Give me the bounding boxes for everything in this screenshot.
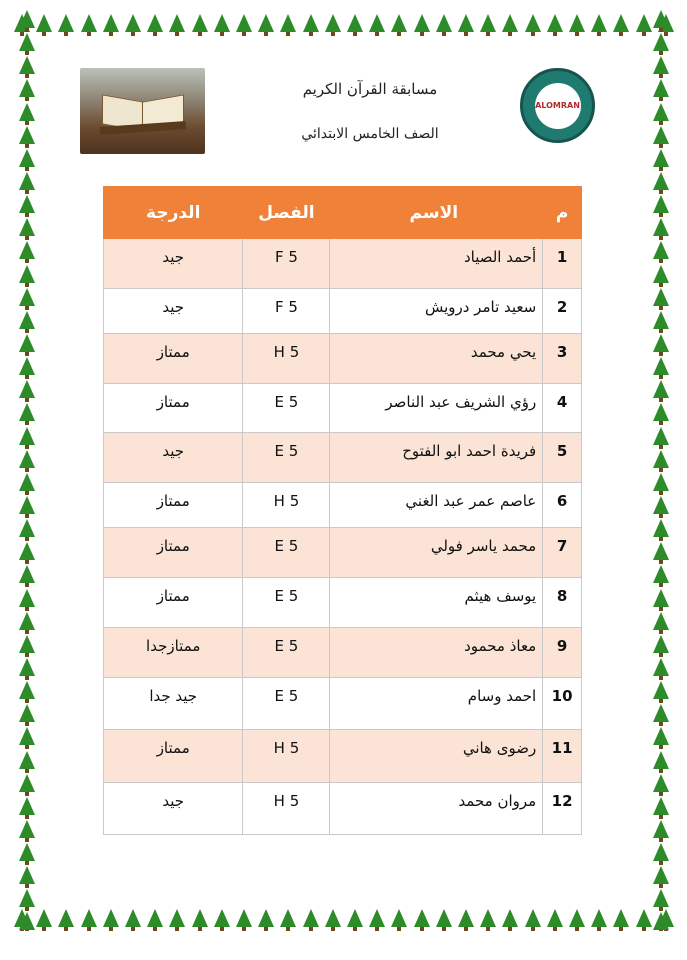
tree-icon — [19, 612, 35, 630]
page-header — [80, 68, 595, 158]
tree-icon — [436, 14, 452, 32]
student-name: رؤي الشريف عبد الناصر — [330, 384, 543, 433]
school-logo — [520, 68, 595, 143]
tree-icon — [169, 909, 185, 927]
student-name: عاصم عمر عبد الغني — [330, 483, 543, 528]
tree-icon — [147, 909, 163, 927]
tree-icon — [347, 14, 363, 32]
student-name: سعيد تامر درويش — [330, 289, 543, 334]
tree-icon — [19, 195, 35, 213]
tree-icon — [569, 909, 585, 927]
tree-icon — [525, 14, 541, 32]
tree-icon — [480, 14, 496, 32]
table-row — [104, 433, 582, 483]
tree-icon — [19, 403, 35, 421]
tree-icon — [325, 909, 341, 927]
header-num: م — [543, 187, 582, 239]
tree-icon — [653, 635, 669, 653]
tree-icon — [19, 33, 35, 51]
student-name: يوسف هيثم — [330, 578, 543, 628]
class-cell: 5 E — [243, 678, 330, 730]
class-cell: 5 E — [243, 433, 330, 483]
tree-icon — [19, 10, 35, 28]
table-row — [104, 783, 582, 835]
student-name: معاذ محمود — [330, 628, 543, 678]
row-number: 6 — [543, 483, 582, 528]
tree-icon — [19, 496, 35, 514]
tree-icon — [19, 103, 35, 121]
tree-icon — [458, 14, 474, 32]
tree-icon — [19, 681, 35, 699]
header-name: الاسم — [330, 187, 543, 239]
class-cell: 5 E — [243, 528, 330, 578]
grade-cell: ممتاز — [104, 578, 243, 628]
tree-icon — [653, 751, 669, 769]
tree-icon — [502, 909, 518, 927]
quran-photo — [80, 68, 205, 154]
header-grade: الدرجة — [104, 187, 243, 239]
tree-icon — [653, 149, 669, 167]
tree-icon — [214, 909, 230, 927]
table-row — [104, 483, 582, 528]
tree-icon — [19, 774, 35, 792]
tree-icon — [19, 149, 35, 167]
student-name: فريدة احمد ابو الفتوح — [330, 433, 543, 483]
tree-icon — [653, 103, 669, 121]
class-cell: 5 F — [243, 239, 330, 289]
row-number: 7 — [543, 528, 582, 578]
tree-icon — [653, 519, 669, 537]
tree-icon — [214, 14, 230, 32]
row-number: 1 — [543, 239, 582, 289]
tree-icon — [19, 218, 35, 236]
tree-icon — [19, 727, 35, 745]
tree-icon — [547, 14, 563, 32]
tree-icon — [236, 909, 252, 927]
tree-icon — [19, 843, 35, 861]
tree-icon — [525, 909, 541, 927]
class-cell: 5 E — [243, 628, 330, 678]
row-number: 4 — [543, 384, 582, 433]
tree-icon — [653, 658, 669, 676]
tree-icon — [653, 218, 669, 236]
tree-icon — [58, 909, 74, 927]
tree-icon — [591, 909, 607, 927]
tree-icon — [19, 635, 35, 653]
tree-icon — [19, 889, 35, 907]
tree-icon — [653, 56, 669, 74]
tree-icon — [458, 909, 474, 927]
tree-icon — [653, 334, 669, 352]
grade-cell: ممتاز — [104, 730, 243, 783]
tree-icon — [19, 311, 35, 329]
table-row — [104, 578, 582, 628]
tree-icon — [125, 909, 141, 927]
tree-icon — [653, 311, 669, 329]
tree-icon — [81, 909, 97, 927]
tree-icon — [653, 704, 669, 722]
student-name: احمد وسام — [330, 678, 543, 730]
tree-icon — [19, 334, 35, 352]
tree-icon — [653, 380, 669, 398]
border-top — [14, 10, 674, 36]
tree-icon — [19, 357, 35, 375]
tree-icon — [436, 909, 452, 927]
tree-icon — [19, 542, 35, 560]
border-right — [648, 10, 674, 931]
tree-icon — [19, 56, 35, 74]
tree-icon — [369, 14, 385, 32]
tree-icon — [414, 909, 430, 927]
row-number: 12 — [543, 783, 582, 835]
border-bottom — [14, 905, 674, 931]
tree-icon — [653, 866, 669, 884]
tree-icon — [19, 751, 35, 769]
tree-icon — [103, 909, 119, 927]
table-row — [104, 678, 582, 730]
tree-icon — [653, 565, 669, 583]
tree-icon — [369, 909, 385, 927]
table-row — [104, 528, 582, 578]
class-cell: 5 H — [243, 730, 330, 783]
grade-cell: جيد — [104, 239, 243, 289]
grade-cell: ممتاز — [104, 334, 243, 384]
row-number: 9 — [543, 628, 582, 678]
tree-icon — [480, 909, 496, 927]
tree-icon — [653, 33, 669, 51]
grade-cell: جيد جدا — [104, 678, 243, 730]
class-cell: 5 F — [243, 289, 330, 334]
tree-icon — [502, 14, 518, 32]
tree-icon — [258, 14, 274, 32]
table-row — [104, 239, 582, 289]
tree-icon — [653, 241, 669, 259]
row-number: 8 — [543, 578, 582, 628]
grade-cell: ممتاز — [104, 384, 243, 433]
tree-icon — [653, 288, 669, 306]
tree-icon — [280, 14, 296, 32]
tree-icon — [236, 14, 252, 32]
tree-icon — [613, 909, 629, 927]
tree-icon — [19, 427, 35, 445]
grade-cell: جيد — [104, 433, 243, 483]
tree-icon — [569, 14, 585, 32]
tree-icon — [591, 14, 607, 32]
tree-icon — [653, 473, 669, 491]
table-row — [104, 384, 582, 433]
logo-text: ALOMRAN — [535, 83, 581, 129]
table-row — [104, 628, 582, 678]
student-name: يحي محمد — [330, 334, 543, 384]
tree-icon — [653, 10, 669, 28]
tree-icon — [19, 473, 35, 491]
grade-cell: جيد — [104, 289, 243, 334]
tree-icon — [19, 265, 35, 283]
tree-icon — [653, 820, 669, 838]
tree-icon — [653, 427, 669, 445]
class-cell: 5 H — [243, 334, 330, 384]
class-cell: 5 H — [243, 783, 330, 835]
tree-icon — [613, 14, 629, 32]
tree-icon — [125, 14, 141, 32]
tree-icon — [19, 126, 35, 144]
row-number: 11 — [543, 730, 582, 783]
tree-icon — [653, 727, 669, 745]
grade-cell: ممتاز — [104, 528, 243, 578]
border-left — [14, 10, 40, 931]
tree-icon — [19, 866, 35, 884]
tree-icon — [19, 797, 35, 815]
tree-icon — [653, 357, 669, 375]
tree-icon — [19, 820, 35, 838]
row-number: 5 — [543, 433, 582, 483]
tree-icon — [258, 909, 274, 927]
student-name: محمد ياسر فولي — [330, 528, 543, 578]
student-name: أحمد الصياد — [330, 239, 543, 289]
tree-icon — [19, 288, 35, 306]
table-row — [104, 334, 582, 384]
class-cell: 5 H — [243, 483, 330, 528]
tree-icon — [103, 14, 119, 32]
table-row — [104, 730, 582, 783]
grade-cell: ممتاز — [104, 483, 243, 528]
tree-icon — [653, 126, 669, 144]
class-cell: 5 E — [243, 578, 330, 628]
tree-icon — [58, 14, 74, 32]
table-row — [104, 289, 582, 334]
student-name: رضوى هاني — [330, 730, 543, 783]
tree-icon — [653, 450, 669, 468]
tree-icon — [653, 889, 669, 907]
tree-icon — [19, 658, 35, 676]
table-header-row — [104, 187, 582, 239]
tree-icon — [303, 14, 319, 32]
tree-icon — [19, 380, 35, 398]
tree-icon — [653, 496, 669, 514]
tree-icon — [280, 909, 296, 927]
tree-icon — [653, 912, 669, 930]
tree-icon — [19, 912, 35, 930]
tree-icon — [347, 909, 363, 927]
class-cell: 5 E — [243, 384, 330, 433]
grade-cell: جيد — [104, 783, 243, 835]
tree-icon — [414, 14, 430, 32]
tree-icon — [653, 681, 669, 699]
grade-cell: ممتازجدا — [104, 628, 243, 678]
tree-icon — [391, 909, 407, 927]
tree-icon — [653, 797, 669, 815]
row-number: 3 — [543, 334, 582, 384]
tree-icon — [653, 403, 669, 421]
tree-icon — [653, 542, 669, 560]
tree-icon — [192, 14, 208, 32]
student-name: مروان محمد — [330, 783, 543, 835]
tree-icon — [653, 79, 669, 97]
tree-icon — [81, 14, 97, 32]
tree-icon — [192, 909, 208, 927]
tree-icon — [325, 14, 341, 32]
tree-icon — [19, 79, 35, 97]
tree-icon — [653, 265, 669, 283]
page-title: مسابقة القرآن الكريم — [302, 80, 438, 98]
tree-icon — [19, 241, 35, 259]
tree-icon — [303, 909, 319, 927]
tree-icon — [653, 843, 669, 861]
tree-icon — [653, 612, 669, 630]
page-subtitle: الصف الخامس الابتدائي — [301, 126, 439, 142]
tree-icon — [547, 909, 563, 927]
tree-icon — [653, 774, 669, 792]
tree-icon — [19, 519, 35, 537]
tree-icon — [19, 704, 35, 722]
tree-icon — [653, 589, 669, 607]
tree-icon — [653, 172, 669, 190]
tree-icon — [19, 589, 35, 607]
tree-icon — [19, 172, 35, 190]
tree-icon — [147, 14, 163, 32]
tree-icon — [391, 14, 407, 32]
tree-icon — [19, 565, 35, 583]
tree-icon — [169, 14, 185, 32]
tree-icon — [19, 450, 35, 468]
tree-icon — [653, 195, 669, 213]
row-number: 10 — [543, 678, 582, 730]
header-class: الفصل — [243, 187, 330, 239]
row-number: 2 — [543, 289, 582, 334]
results-table — [103, 186, 582, 835]
